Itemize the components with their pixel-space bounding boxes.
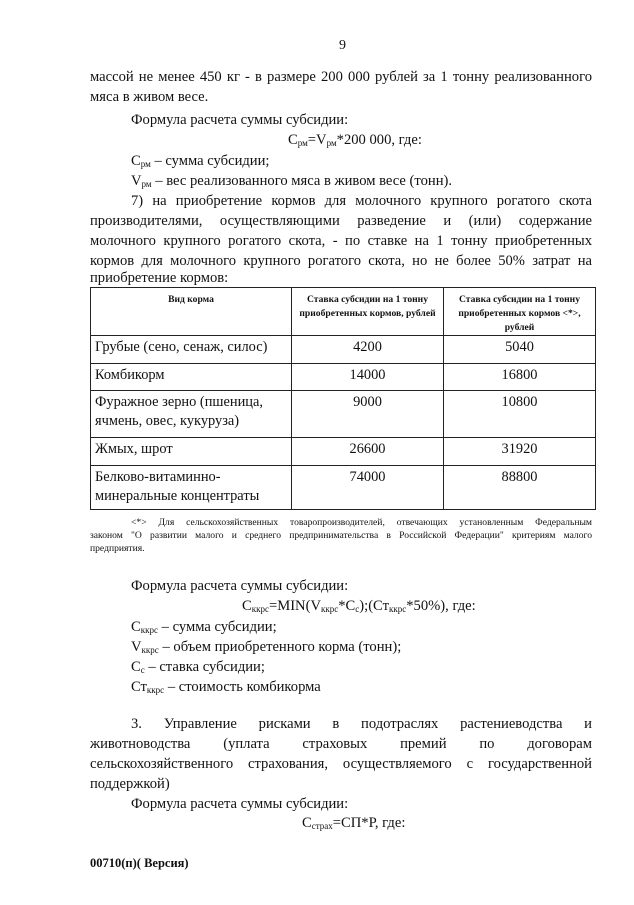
definition-st-kkrs: $Ст_{ккрс}$ – стоимость комбикорма — [131, 679, 321, 695]
page-number: 9 — [339, 38, 346, 53]
section3-line-2: животноводства (уплата страховых премий по договорам — [90, 736, 592, 752]
item7-line-1: 7) на приобретение кормов для молочного крупного рогатого скота — [131, 193, 592, 209]
footer-code: 00710(п)( Версия) — [90, 856, 189, 870]
table-row — [91, 391, 596, 438]
header-feed-type: Вид корма — [91, 288, 292, 336]
section3-line-3: сельскохозяйственного страхования, осуществляемого с государственной — [90, 756, 592, 772]
intro-line-1: массой не менее 450 кг - в размере 200 000 рублей за 1 тонну реализованного — [90, 69, 592, 85]
item7-line-5: приобретение кормов: — [90, 270, 229, 286]
feed-rate-star: 10800 — [444, 391, 596, 438]
item7-line-2: производителями, осуществляющими разведение и (или) содержание — [90, 213, 592, 229]
item7-line-3: молочного крупного рогатого скота, - по ставке на 1 тонну приобретенных — [90, 233, 592, 249]
formula2-heading: Формула расчета суммы субсидии: — [131, 578, 349, 594]
table-row — [91, 466, 596, 510]
feed-rate-star: 16800 — [444, 364, 596, 391]
formula3: $С_{страх}=СП*Р$, где: — [302, 815, 406, 831]
feed-rate: 74000 — [292, 466, 444, 510]
feed-rate: 26600 — [292, 438, 444, 466]
feed-name: Грубые (сено, сенаж, силос) — [91, 336, 292, 364]
feed-rate-star: 5040 — [444, 336, 596, 364]
definition-c-rm: $С_{рм}$ – сумма субсидии; — [131, 153, 270, 169]
feed-subsidy-table — [90, 287, 596, 510]
feed-rate: 14000 — [292, 364, 444, 391]
table-row — [91, 438, 596, 466]
footnote-line-1: <*> Для сельскохозяйственных товаропроизводителей, отвечающих установленным Федеральным — [131, 517, 592, 528]
feed-name: Белково-витаминно-минеральные концентраты — [91, 466, 292, 510]
definition-v-rm: $V_{рм}$ – вес реализованного мяса в живом весе (тонн). — [131, 173, 453, 189]
footnote-line-3: предприятия. — [90, 543, 145, 554]
intro-line-2: мяса в живом весе. — [90, 89, 209, 105]
definition-c-s: $С_с$ – ставка субсидии; — [131, 659, 265, 675]
header-rate: Ставка субсидии на 1 тонну приобретенных кормов, рублей — [292, 288, 444, 336]
footnote-line-2: законом "О развитии малого и среднего предпринимательства в Российской Федерации" критериям малого — [90, 530, 592, 541]
definition-c-kkrs: $С_{ккрс}$ – сумма субсидии; — [131, 619, 277, 635]
feed-rate-star: 88800 — [444, 466, 596, 510]
item7-line-4: кормов для молочного крупного рогатого скота, но не более 50% затрат на — [90, 253, 592, 269]
definition-v-kkrs: $V_{ккрс}$ – объем приобретенного корма (тонн); — [131, 639, 402, 655]
formula1: $С_{рм}=V_{рм}*200$ 000, где: — [288, 132, 422, 148]
feed-name: Жмых, шрот — [91, 438, 292, 466]
feed-name: Комбикорм — [91, 364, 292, 391]
section3-line-4: поддержкой) — [90, 776, 170, 792]
feed-name: Фуражное зерно (пшеница, ячмень, овес, кукуруза) — [91, 391, 292, 438]
formula3-heading: Формула расчета суммы субсидии: — [131, 796, 349, 812]
feed-rate-star: 31920 — [444, 438, 596, 466]
table-row — [91, 336, 596, 364]
header-rate-star: Ставка субсидии на 1 тонну приобретенных кормов <*>, рублей — [444, 288, 596, 336]
formula2: $С_{ккрс}=MIN(V_{ккрс}*С_с);(Ст_{ккрс}*50\%)$, где: — [242, 598, 476, 614]
section3-line-1: 3. Управление рисками в подотраслях растениеводства и — [131, 716, 592, 732]
feed-rate: 9000 — [292, 391, 444, 438]
formula1-heading: Формула расчета суммы субсидии: — [131, 112, 349, 128]
table-row — [91, 364, 596, 391]
table-header-row — [91, 288, 596, 336]
feed-rate: 4200 — [292, 336, 444, 364]
